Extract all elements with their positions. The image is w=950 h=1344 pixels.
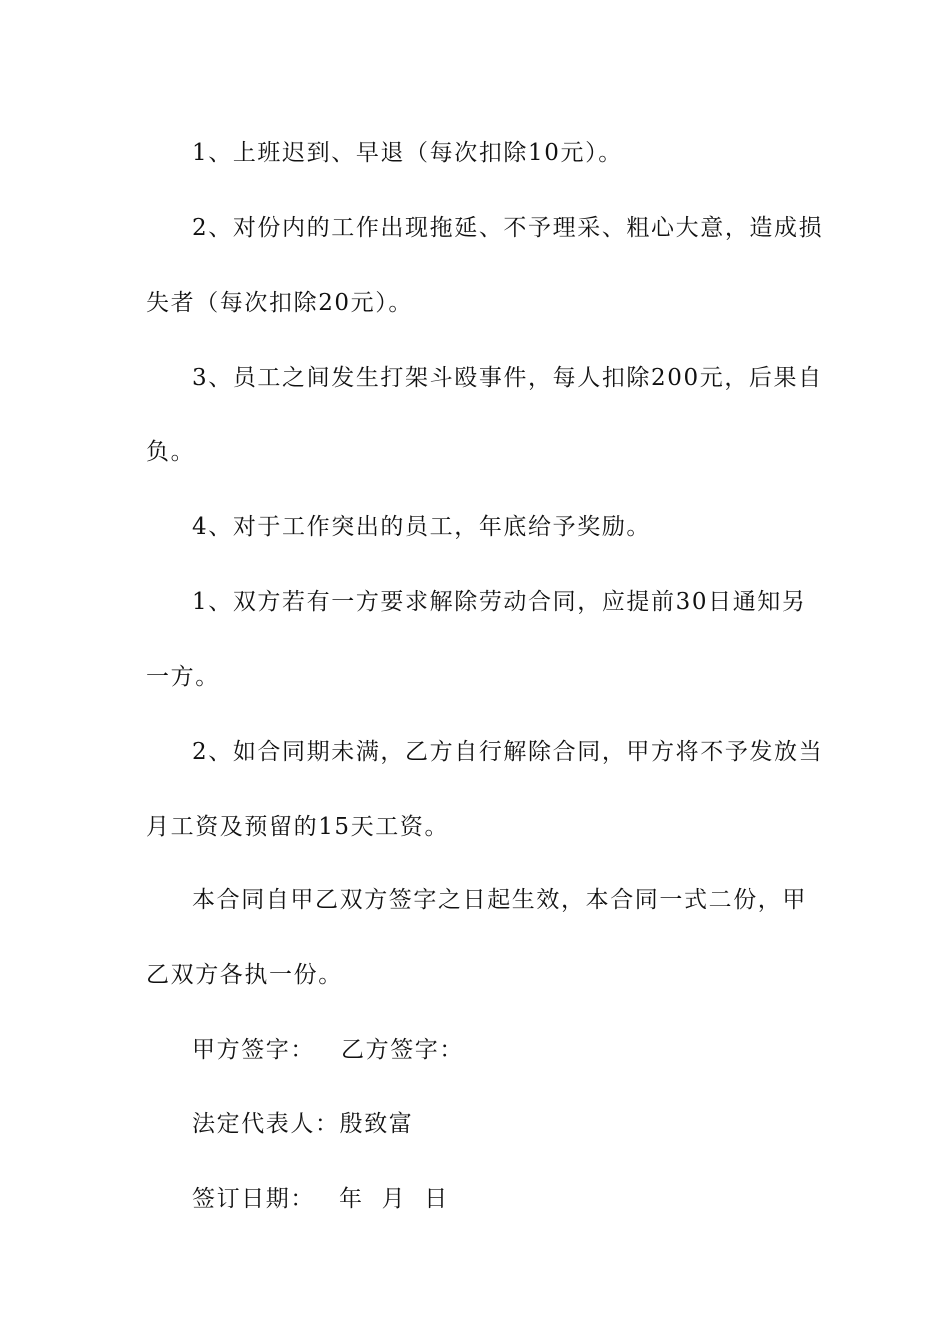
legal-rep-label: 法定代表人： (192, 1111, 340, 1137)
paragraph-line: 一方。 (146, 664, 220, 690)
paragraph-line: 2、如合同期未满，乙方自行解除合同，甲方将不予发放当 (192, 739, 824, 765)
legal-representative-row (192, 1109, 806, 1139)
paragraph-line: 2、对份内的工作出现拖延、不予理采、粗心大意，造成损 (192, 215, 824, 241)
party-b-signature-label: 乙方签字： (341, 1037, 464, 1063)
paragraph-line: 负。 (146, 439, 196, 465)
date-label: 签订日期： (192, 1186, 315, 1212)
paragraph-line: 4、对于工作突出的员工，年底给予奖励。 (192, 514, 652, 540)
legal-rep-name: 殷致富 (339, 1111, 414, 1137)
paragraph-line: 3、员工之间发生打架斗殴事件，每人扣除200元，后果自 (192, 365, 823, 391)
paragraph-line: 失者（每次扣除20元）。 (146, 290, 413, 316)
paragraph-line: 1、上班迟到、早退（每次扣除10元）。 (192, 140, 623, 166)
paragraph-line: 乙双方各执一份。 (146, 962, 343, 988)
signature-row (192, 1035, 806, 1065)
month-label: 月 (381, 1186, 407, 1212)
paragraph-line: 月工资及预留的15天工资。 (146, 814, 450, 840)
paragraph-line: 1、双方若有一方要求解除劳动合同，应提前30日通知另 (192, 589, 807, 615)
signing-date-row (192, 1184, 806, 1214)
day-label: 日 (424, 1186, 449, 1212)
party-a-signature-label: 甲方签字： (192, 1037, 315, 1063)
paragraph-line: 本合同自甲乙双方签字之日起生效，本合同一式二份，甲 (192, 887, 807, 913)
year-label: 年 (339, 1186, 364, 1212)
